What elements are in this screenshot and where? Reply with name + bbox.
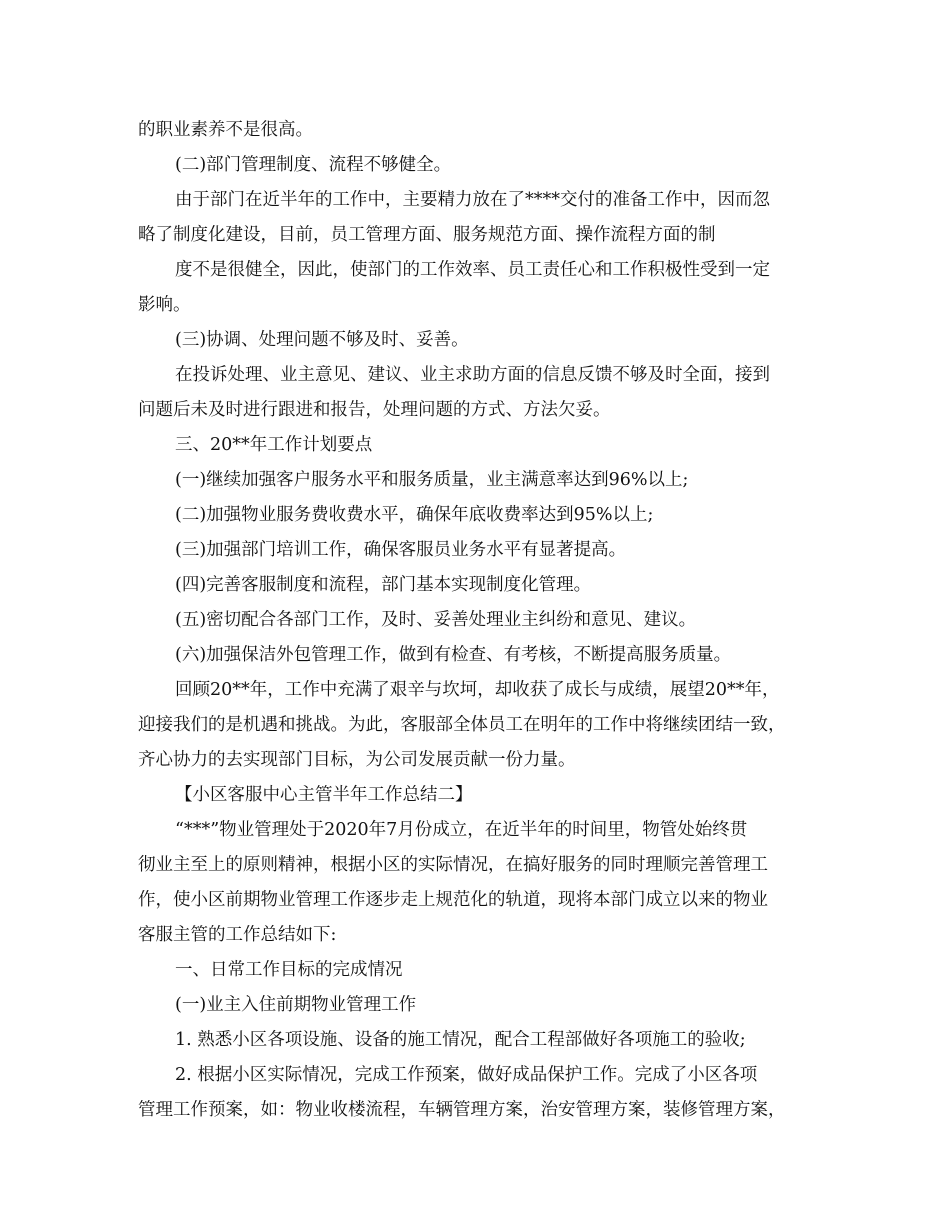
paragraph-line [0, 113, 950, 147]
line-text: 略了制度化建设，目前，员工管理方面、服务规范方面、操作流程方面的制 [138, 225, 716, 245]
line-text: 问题后未及时进行跟进和报告，处理问题的方式、方法欠妥。 [138, 400, 611, 420]
line-text: 回顾20**年，工作中充满了艰辛与坎坷，却收获了成长与成绩，展望20**年， [175, 680, 780, 700]
list-item [0, 463, 950, 497]
line-text: (六)加强保洁外包管理工作，做到有检查、有考核，不断提高服务质量。 [175, 645, 732, 665]
line-text: 由于部门在近半年的工作中，主要精力放在了****交付的准备工作中，因而忽 [175, 190, 770, 210]
paragraph-line [0, 218, 950, 252]
line-text: 作，使小区前期物业管理工作逐步走上规范化的轨道，现将本部门成立以来的物业 [138, 890, 768, 910]
paragraph-line [0, 288, 950, 322]
line-text: (二)部门管理制度、流程不够健全。 [175, 155, 452, 175]
list-item [0, 568, 950, 602]
line-text: 彻业主至上的原则精神，根据小区的实际情况，在搞好服务的同时理顺完善管理工 [138, 855, 768, 875]
line-text: 2. 根据小区实际情况，完成工作预案，做好成品保护工作。完成了小区各项 [175, 1065, 758, 1085]
section-heading [0, 953, 950, 987]
line-text: (一)业主入住前期物业管理工作 [175, 995, 417, 1015]
list-item [0, 498, 950, 532]
section-heading [0, 428, 950, 462]
list-item [0, 603, 950, 637]
paragraph-line [0, 1093, 950, 1127]
list-item [0, 638, 950, 672]
line-text: (四)完善客服制度和流程，部门基本实现制度化管理。 [175, 575, 592, 595]
line-text: 的职业素养不是很高。 [138, 120, 313, 140]
line-text: (三)加强部门培训工作，确保客服员业务水平有显著提高。 [175, 540, 627, 560]
paragraph-line [0, 673, 950, 707]
section-title [0, 778, 950, 812]
list-item [0, 533, 950, 567]
paragraph-line [0, 918, 950, 952]
line-text: 齐心协力的去实现部门目标，为公司发展贡献一份力量。 [138, 750, 576, 770]
line-text: 管理工作预案，如：物业收楼流程，车辆管理方案，治安管理方案，装修管理方案， [138, 1100, 786, 1120]
line-text: 客服主管的工作总结如下: [138, 925, 337, 945]
line-text: 度不是很健全，因此，使部门的工作效率、员工责任心和工作积极性受到一定 [175, 260, 770, 280]
section-heading [0, 323, 950, 357]
paragraph-line [0, 253, 950, 287]
paragraph-line [0, 813, 950, 847]
line-text: 影响。 [138, 295, 191, 315]
section-heading [0, 148, 950, 182]
paragraph-line [0, 743, 950, 777]
paragraph-line [0, 393, 950, 427]
line-text: 三、20**年工作计划要点 [175, 435, 373, 455]
line-text: 一、日常工作目标的完成情况 [175, 960, 403, 980]
paragraph-line [0, 708, 950, 742]
section-heading [0, 988, 950, 1022]
line-text: 【小区客服中心主管半年工作总结二】 [175, 785, 473, 805]
paragraph-line [0, 183, 950, 217]
paragraph-line [0, 848, 950, 882]
line-text: 在投诉处理、业主意见、建议、业主求助方面的信息反馈不够及时全面，接到 [175, 365, 770, 385]
line-text: (三)协调、处理问题不够及时、妥善。 [175, 330, 469, 350]
list-item [0, 1058, 950, 1092]
line-text: 迎接我们的是机遇和挑战。为此，客服部全体员工在明年的工作中将继续团结一致， [138, 715, 786, 735]
paragraph-line [0, 358, 950, 392]
line-text: (一)继续加强客户服务水平和服务质量，业主满意率达到96%以上; [175, 470, 689, 490]
line-text: 1. 熟悉小区各项设施、设备的施工情况，配合工程部做好各项施工的验收; [175, 1030, 746, 1050]
line-text: (二)加强物业服务费收费水平，确保年底收费率达到95%以上; [175, 505, 654, 525]
line-text: “***”物业管理处于2020年7月份成立，在近半年的时间里，物管处始终贯 [175, 820, 748, 840]
line-text: (五)密切配合各部门工作，及时、妥善处理业主纠纷和意见、建议。 [175, 610, 697, 630]
list-item [0, 1023, 950, 1057]
paragraph-line [0, 883, 950, 917]
